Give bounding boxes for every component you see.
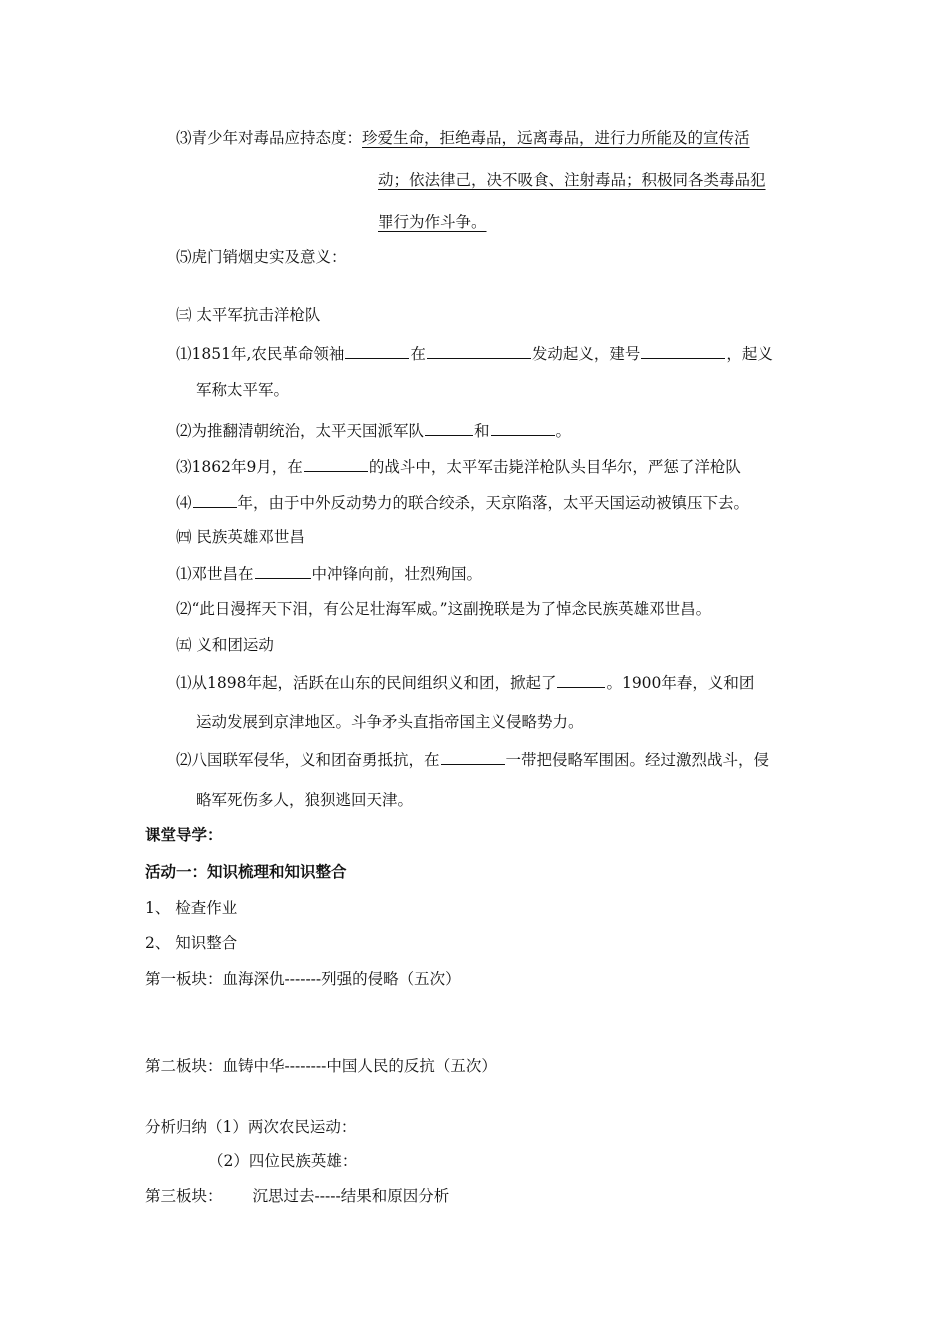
blank: [427, 343, 531, 359]
taiping-q4-text-a: ⑷: [176, 494, 192, 512]
boxer-q2-text-b: 一带把侵略军围困。经过激烈战斗，侵: [505, 751, 770, 769]
taiping-q4-text-b: 年，由于中外反动势力的联合绞杀，天京陷落，太平天国运动被镇压下去。: [237, 494, 750, 512]
taiping-q1: [176, 343, 773, 364]
humen-question: ⑸虎门销烟史实及意义：: [176, 248, 347, 266]
boxer-q1-text-b: 。1900年春，义和团: [606, 674, 755, 692]
taiping-heading: ㈢ 太平军抗击洋枪队: [176, 306, 321, 324]
drug-attitude-label: ⑶青少年对毒品应持态度：: [176, 129, 363, 147]
drug-attitude-text-3: 罪行为作斗争。: [378, 213, 487, 231]
boxer-q1-cont: 运动发展到京津地区。斗争矛头直指帝国主义侵略势力。: [196, 713, 584, 731]
block-one: 第一板块：血海深仇-------列强的侵略（五次）: [145, 970, 461, 988]
drug-attitude-line: [176, 128, 750, 148]
deng-q1-text-a: ⑴邓世昌在: [176, 565, 254, 583]
taiping-q3: [176, 456, 741, 477]
blank: [557, 672, 605, 688]
taiping-q1-cont: 军称太平军。: [196, 381, 290, 399]
taiping-q2-text-b: 和: [474, 422, 490, 440]
blank: [641, 343, 725, 359]
block-three-label: 第三板块：: [145, 1187, 223, 1205]
item-knowledge-integration: 2、 知识整合: [145, 934, 238, 952]
blank: [193, 492, 237, 508]
taiping-q1-text-d: ，起义: [726, 345, 773, 363]
boxer-q1-text-a: ⑴从1898年起，活跃在山东的民间组织义和团，掀起了: [176, 674, 557, 692]
blank: [304, 456, 368, 472]
block-two: 第二板块：血铸中华--------中国人民的反抗（五次）: [145, 1057, 497, 1075]
guide-title: 课堂导学：: [145, 826, 223, 844]
blank: [441, 749, 505, 765]
taiping-q2-text-c: 。: [555, 422, 572, 440]
boxer-q2: [176, 749, 769, 770]
deng-q2: ⑵“此日漫挥天下泪，有公足壮海军威。”这副挽联是为了悼念民族英雄邓世昌。: [176, 600, 712, 618]
taiping-q1-text-b: 在: [410, 345, 426, 363]
taiping-q3-text-b: 的战斗中，太平军击毙洋枪队头目华尔，严惩了洋枪队: [368, 458, 741, 476]
activity-title: 活动一：知识梳理和知识整合: [145, 863, 347, 881]
drug-attitude-text-1: 珍爱生命，拒绝毒品，远离毒品，进行力所能及的宣传活: [362, 129, 750, 147]
taiping-q2: [176, 420, 571, 441]
deng-heading: ㈣ 民族英雄邓世昌: [176, 528, 305, 546]
deng-q1-text-b: 中冲锋向前，壮烈殉国。: [311, 565, 483, 583]
blank: [425, 420, 473, 436]
block-three-text: 沉思过去-----结果和原因分析: [252, 1187, 450, 1205]
taiping-q3-text-a: ⑶1862年9月，在: [176, 458, 303, 476]
boxer-q1: [176, 672, 754, 693]
boxer-q2-cont: 略军死伤多人，狼狈逃回天津。: [196, 791, 414, 809]
taiping-q4: [176, 492, 749, 513]
blank: [345, 343, 409, 359]
drug-attitude-text-2: 动；依法律己，决不吸食、注射毒品；积极同各类毒品犯: [378, 171, 766, 189]
blank: [491, 420, 555, 436]
boxer-q2-text-a: ⑵八国联军侵华，义和团奋勇抵抗，在: [176, 751, 440, 769]
boxer-heading: ㈤ 义和团运动: [176, 636, 274, 654]
analysis-line: 分析归纳（1）两次农民运动：: [145, 1118, 357, 1136]
deng-q1: [176, 563, 482, 584]
blank: [255, 563, 311, 579]
taiping-q1-text-c: 发动起义，建号: [531, 345, 641, 363]
item-check-homework: 1、 检查作业: [145, 899, 238, 917]
block-three: [145, 1186, 449, 1206]
taiping-q1-text-a: ⑴1851年,农民革命领袖: [176, 345, 345, 363]
analysis-line-2: （2）四位民族英雄：: [208, 1152, 358, 1170]
taiping-q2-text-a: ⑵为推翻清朝统治，太平天国派军队: [176, 422, 425, 440]
